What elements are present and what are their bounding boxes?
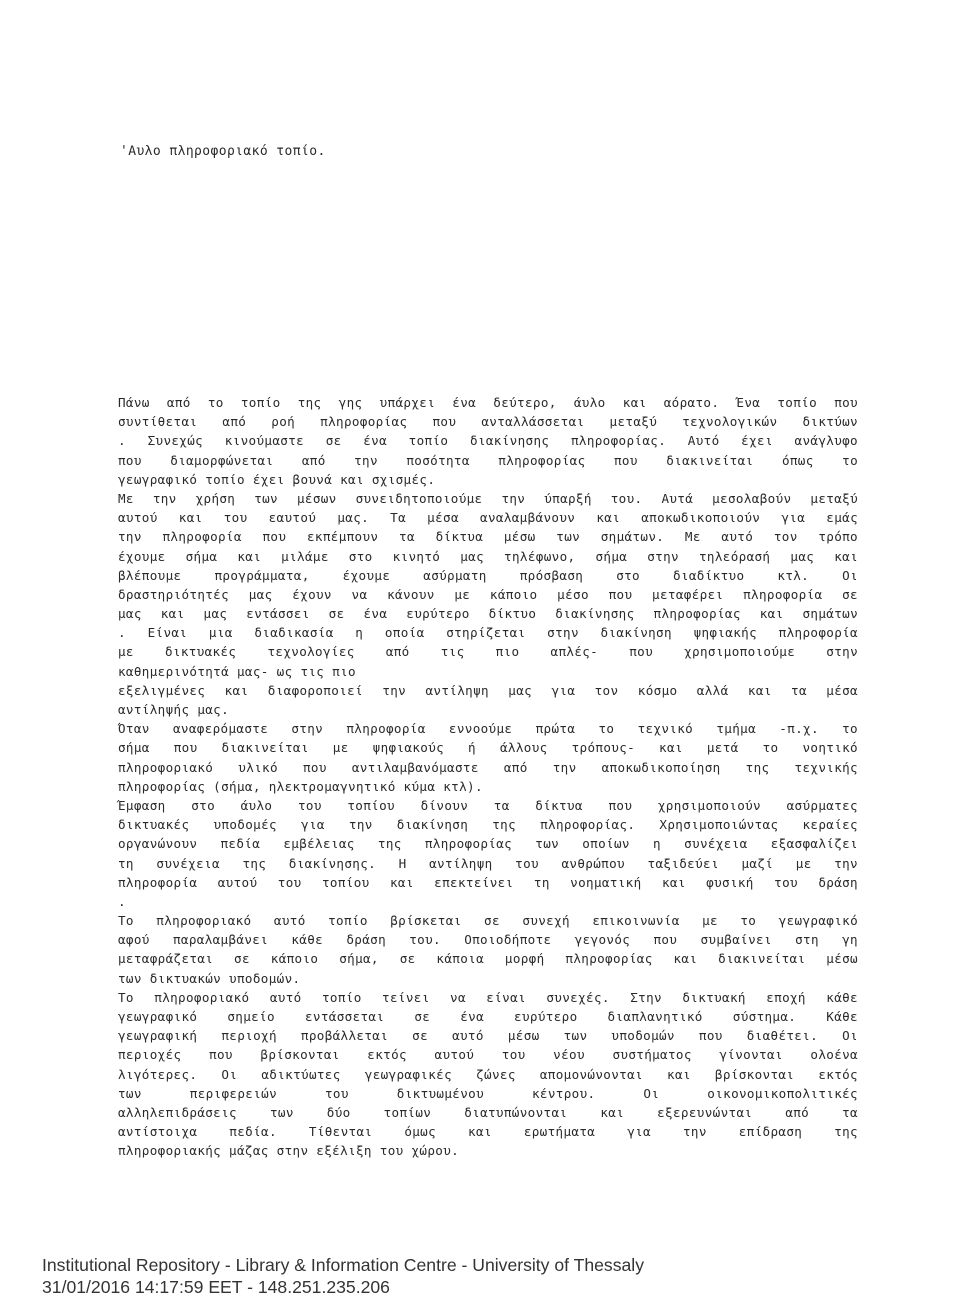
text-line: μας και μας εντάσσει σε ένα ευρύτερο δίκτυο διακίνησης πληροφορίας και σημάτων: [118, 606, 858, 622]
text-line: των δικτυακών υποδομών.: [118, 970, 301, 986]
text-line: συντίθεται από ροή πληροφορίας που ανταλλάσσεται μεταξύ τεχνολογικών δικτύων: [118, 414, 858, 430]
text-line: εξελιγμένες και διαφοροποιεί την αντίληψη μας για τον κόσμο αλλά και τα μέσα: [118, 682, 858, 698]
text-line: λιγότερες. Οι αδικτύωτες γεωγραφικές ζώνες απομονώνονται και βρίσκονται εκτός: [118, 1066, 858, 1082]
text-line: αυτού και του εαυτού μας. Τα μέσα αναλαμβάνουν και αποκωδικοποιούν για εμάς: [118, 510, 858, 526]
document-title: 'Αυλο πληροφοριακό τοπίο.: [120, 144, 326, 159]
text-line: Πάνω από το τοπίο της γης υπάρχει ένα δεύτερο, άυλο και αόρατο. Ένα τοπίο που: [118, 395, 858, 410]
text-line: οργανώνουν πεδία εμβέλειας της πληροφορίας των οποίων η συνέχεια εξασφαλίζει: [118, 836, 858, 852]
text-line: Όταν αναφερόμαστε στην πληροφορία εννοούμε πρώτα το τεχνικό τμήμα -π.χ. το: [118, 721, 858, 737]
text-line: Το πληροφοριακό αυτό τοπίο βρίσκεται σε συνεχή επικοινωνία με το γεωγραφικό: [118, 913, 858, 929]
text-line: Το πληροφοριακό αυτό τοπίο τείνει να είναι συνεχές. Στην δικτυακή εποχή κάθε: [118, 989, 858, 1005]
text-line: γεωγραφική περιοχή προβάλλεται σε αυτό μέσω των υποδομών που διαθέτει. Οι: [118, 1028, 858, 1044]
text-line: βλέπουμε προγράμματα, έχουμε ασύρματη πρόσβαση στο διαδίκτυο κτλ. Οι: [118, 567, 858, 583]
text-line: που διαμορφώνεται από την ποσότητα πληροφορίας που διακινείται όπως το: [118, 452, 858, 468]
text-line: γεωγραφικό τοπίο έχει βουνά και σχισμές.: [118, 471, 436, 487]
text-line: την πληροφορία που εκπέμπουν τα δίκτυα μέσω των σημάτων. Με αυτό τον τρόπο: [118, 529, 858, 545]
text-line: έχουμε σήμα και μιλάμε στο κινητό μας τηλέφωνο, σήμα στην τηλεόρασή μας και: [118, 548, 858, 564]
text-line: με δικτυακές τεχνολογίες από τις πιο απλές- που χρησιμοποιούμε στην: [118, 644, 858, 660]
text-line: αλληλεπιδράσεις των δύο τοπίων διατυπώνονται και εξερευνώνται από τα: [118, 1104, 858, 1120]
text-line: μεταφράζεται σε κάποιο σήμα, σε κάποια μορφή πληροφορίας και διακινείται μέσω: [118, 951, 858, 967]
text-line: πληροφορίας (σήμα, ηλεκτρομαγνητικό κύμα κτλ).: [118, 778, 483, 794]
text-line: αντίληψής μας.: [118, 702, 230, 717]
text-line: δραστηριότητές μας έχουν να κάνουν με κάποιο μέσο που μεταφέρει πληροφορία σε: [118, 586, 858, 602]
text-line: αντίστοιχα πεδία. Τίθενται όμως και ερωτήματα για την επίδραση της: [118, 1124, 858, 1140]
text-line: καθημερινότητά μας- ως τις πιο: [118, 663, 356, 679]
text-line: πληροφοριακό υλικό που αντιλαμβανόμαστε από την αποκωδικοποίηση της τεχνικής: [118, 759, 858, 775]
text-line: αφού παραλαμβάνει κάθε δράση του. Οποιοδήποτε γεγονός που συμβαίνει στη γη: [118, 932, 858, 948]
text-line: Με την χρήση των μέσων συνειδητοποιούμε την ύπαρξή του. Αυτά μεσολαβούν μεταξύ: [118, 490, 858, 506]
text-line: τη συνέχεια της διακίνησης. Η αντίληψη του ανθρώπου ταξιδεύει μαζί με την: [118, 855, 858, 871]
text-line: σήμα που διακινείται με ψηφιακούς ή άλλους τρόπους- και μετά το νοητικό: [118, 740, 858, 756]
text-line: .: [118, 893, 126, 909]
text-line: δικτυακές υποδομές για την διακίνηση της πληροφορίας. Χρησιμοποιώντας κεραίες: [118, 817, 858, 833]
text-line: Έμφαση στο άυλο του τοπίου δίνουν τα δίκτυα που χρησιμοποιούν ασύρματες: [118, 797, 858, 813]
text-line: . Συνεχώς κινούμαστε σε ένα τοπίο διακίνησης πληροφορίας. Αυτό έχει ανάγλυφο: [118, 433, 858, 449]
repository-footer: [42, 1254, 644, 1298]
text-line: πληροφοριακής μάζας στην εξέλιξη του χώρου.: [118, 1143, 460, 1159]
footer-repository-name: Institutional Repository - Library & Information Centre - University of Thessaly: [42, 1255, 645, 1275]
text-line: περιοχές που βρίσκονται εκτός αυτού του νέου συστήματος γίνονται ολοένα: [118, 1047, 858, 1063]
text-line: πληροφορία αυτού του τοπίου και επεκτείνει τη νοηματική και φυσική του δράση: [118, 874, 858, 890]
text-line: . Είναι μια διαδικασία η οποία στηρίζεται στην διακίνηση ψηφιακής πληροφορία: [118, 625, 858, 641]
text-line: γεωγραφικό σημείο εντάσσεται σε ένα ευρύτερο διαπλανητικό σύστημα. Κάθε: [118, 1009, 858, 1024]
text-line: των περιφερειών του δικτυωμένου κέντρου. Οι οικονομικοπολιτικές: [118, 1085, 858, 1101]
document-body: [118, 393, 858, 1161]
footer-timestamp: 31/01/2016 14:17:59 EET - 148.251.235.206: [42, 1277, 390, 1297]
